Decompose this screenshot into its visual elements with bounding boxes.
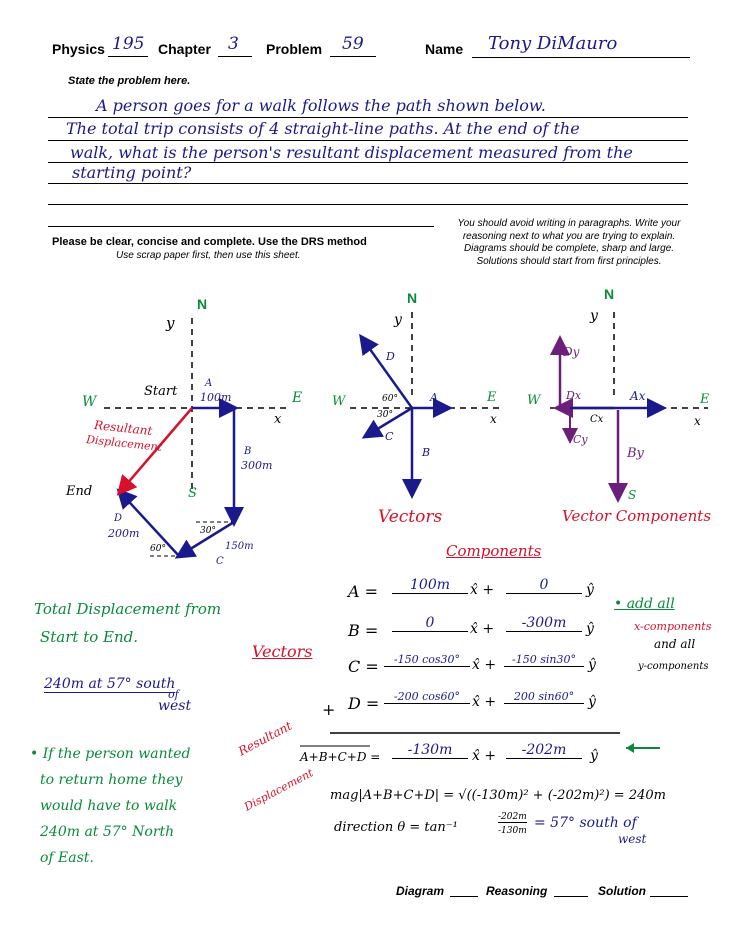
footer-reasoning: Reasoning bbox=[486, 884, 548, 898]
row-a-y: 0 bbox=[506, 577, 582, 594]
row-b-lhs: B = bbox=[348, 621, 379, 640]
d3-north: N bbox=[604, 286, 615, 302]
total-displacement-1: Total Displacement from bbox=[34, 600, 222, 618]
d1-c-value: 150m bbox=[225, 541, 254, 552]
statement-prompt: State the problem here. bbox=[68, 75, 191, 87]
d2-b: B bbox=[422, 446, 431, 459]
answer-line-3: west bbox=[158, 698, 192, 714]
d2-east: E bbox=[487, 390, 497, 405]
vectors-label: Vectors bbox=[252, 642, 313, 661]
row-a-lhs: A = bbox=[348, 582, 379, 601]
displacement-label: Displacement bbox=[242, 766, 316, 814]
direction-result-2: west bbox=[618, 832, 647, 846]
d3-dx: Dx bbox=[566, 389, 582, 402]
row-c-yhat: ŷ bbox=[588, 657, 596, 673]
d2-d: D bbox=[386, 350, 395, 363]
d2-x: x bbox=[490, 412, 497, 426]
row-b-yhat: ŷ bbox=[586, 621, 594, 637]
direction-result: = 57° south of bbox=[534, 815, 637, 831]
row-b-x: 0 bbox=[392, 615, 468, 632]
sum-xhat: x̂ + bbox=[472, 748, 497, 764]
d3-east: E bbox=[700, 392, 710, 407]
d3-west: W bbox=[527, 393, 541, 408]
d1-b-value: 300m bbox=[241, 459, 273, 472]
d2-a: A bbox=[430, 391, 438, 404]
add-all-note: • add all bbox=[614, 596, 675, 612]
instructions-right: You should avoid writing in paragraphs. Write your reasoning next to what you are trying to explain. Diagrams should be complete, sharp and large. Solutions should start from first principles. bbox=[457, 218, 681, 267]
d3-by: By bbox=[627, 446, 644, 461]
row-a-yhat: ŷ bbox=[586, 582, 594, 598]
instructions-title: Please be clear, concise and complete. Use the DRS method bbox=[52, 236, 367, 248]
d1-a-label: A bbox=[205, 378, 213, 389]
sum-lhs: A+B+C+D = bbox=[300, 750, 381, 764]
d2-angle60: 60° bbox=[382, 394, 398, 404]
d1-east: E bbox=[292, 390, 303, 406]
instructions-sub: Use scrap paper first, then use this sheet. bbox=[116, 250, 301, 261]
y-components-note: y-components bbox=[638, 661, 709, 672]
row-c-x: -150 cos30° bbox=[384, 653, 470, 667]
d1-displacement: Displacement bbox=[85, 433, 163, 454]
direction-num: -202m bbox=[498, 812, 527, 822]
row-d-lhs: D = bbox=[348, 694, 380, 713]
components-heading: Components bbox=[446, 542, 542, 560]
d2-c: C bbox=[385, 430, 394, 443]
resultant-label: Resultant bbox=[236, 718, 295, 759]
statement-line-3: walk, what is the person's resultant displacement measured from the bbox=[70, 143, 633, 162]
d2-caption: Vectors bbox=[378, 507, 443, 527]
d1-end: End bbox=[66, 484, 93, 499]
x-components-note: x-components bbox=[634, 620, 712, 633]
row-c-y: -150 sin30° bbox=[504, 653, 584, 667]
d1-angle60: 60° bbox=[150, 544, 166, 554]
name-value: Tony DiMauro bbox=[488, 33, 618, 54]
footer-solution: Solution bbox=[598, 884, 646, 898]
chapter-label: Chapter bbox=[158, 41, 211, 57]
plus-sign: + bbox=[322, 700, 336, 719]
row-a-xhat: x̂ + bbox=[470, 582, 495, 598]
d1-y: y bbox=[166, 314, 175, 332]
row-d-x: -200 cos60° bbox=[384, 690, 470, 704]
d1-west: W bbox=[82, 394, 97, 410]
d3-dy: Dy bbox=[563, 345, 580, 359]
row-d-y: 200 sin60° bbox=[504, 690, 584, 704]
d1-c-label: C bbox=[216, 556, 224, 567]
statement-line-1: A person goes for a walk follows the path shown below. bbox=[96, 96, 546, 115]
d3-x: x bbox=[694, 414, 701, 428]
d1-south: S bbox=[188, 486, 197, 501]
answer-line-1: 240m at 57° south bbox=[44, 676, 176, 692]
d1-a-value: 100m bbox=[200, 391, 232, 404]
d1-start: Start bbox=[144, 384, 178, 399]
d3-cx: Cx bbox=[590, 414, 604, 425]
row-a-x: 100m bbox=[392, 577, 468, 594]
d2-angle30: 30° bbox=[377, 410, 393, 420]
row-d-yhat: ŷ bbox=[588, 694, 596, 710]
problem-value: 59 bbox=[342, 34, 364, 54]
sum-y: -202m bbox=[506, 742, 582, 759]
row-b-y: -300m bbox=[506, 615, 582, 632]
statement-line-2: The total trip consists of 4 straight-line paths. At the end of the bbox=[66, 119, 580, 138]
d3-ax: Ax bbox=[630, 389, 646, 403]
return-home-note: • If the person wanted to return home they would have to walk 240m at 57° North of East. bbox=[30, 746, 191, 866]
physics-label: Physics bbox=[52, 41, 105, 57]
d3-caption: Vector Components bbox=[562, 507, 712, 525]
d3-cy: Cy bbox=[573, 433, 588, 446]
d1-b-label: B bbox=[244, 446, 252, 457]
and-all-note: and all bbox=[654, 637, 696, 651]
d1-resultant: Resultant bbox=[93, 417, 153, 439]
magnitude-line: mag|A+B+C+D| = √((-130m)² + (-202m)²) = 240m bbox=[330, 788, 666, 803]
answer-line-2: of bbox=[168, 688, 179, 701]
d1-x: x bbox=[274, 412, 282, 427]
name-label: Name bbox=[425, 41, 464, 57]
d1-d-label: D bbox=[114, 513, 123, 524]
d1-angle30: 30° bbox=[200, 526, 216, 536]
row-c-lhs: C = bbox=[348, 657, 379, 676]
row-d-xhat: x̂ + bbox=[472, 694, 497, 710]
total-displacement-2: Start to End. bbox=[40, 628, 139, 646]
problem-label: Problem bbox=[266, 41, 323, 57]
d2-north: N bbox=[407, 290, 418, 306]
direction-den: -130m bbox=[498, 826, 527, 836]
row-c-xhat: x̂ + bbox=[472, 657, 497, 673]
d1-north: N bbox=[197, 296, 208, 312]
d3-south: S bbox=[628, 488, 637, 502]
direction-prefix: direction θ = tan⁻¹ bbox=[334, 820, 458, 835]
d3-y: y bbox=[590, 308, 598, 324]
statement-line-4: starting point? bbox=[72, 163, 192, 182]
footer-diagram: Diagram bbox=[396, 884, 445, 898]
d1-d-value: 200m bbox=[108, 527, 140, 540]
d2-y: y bbox=[394, 312, 402, 328]
chapter-value: 3 bbox=[228, 34, 239, 54]
d2-west: W bbox=[332, 394, 346, 409]
row-b-xhat: x̂ + bbox=[470, 621, 495, 637]
sum-yhat: ŷ bbox=[590, 748, 598, 764]
sum-x: -130m bbox=[392, 742, 468, 759]
physics-value: 195 bbox=[112, 34, 145, 54]
